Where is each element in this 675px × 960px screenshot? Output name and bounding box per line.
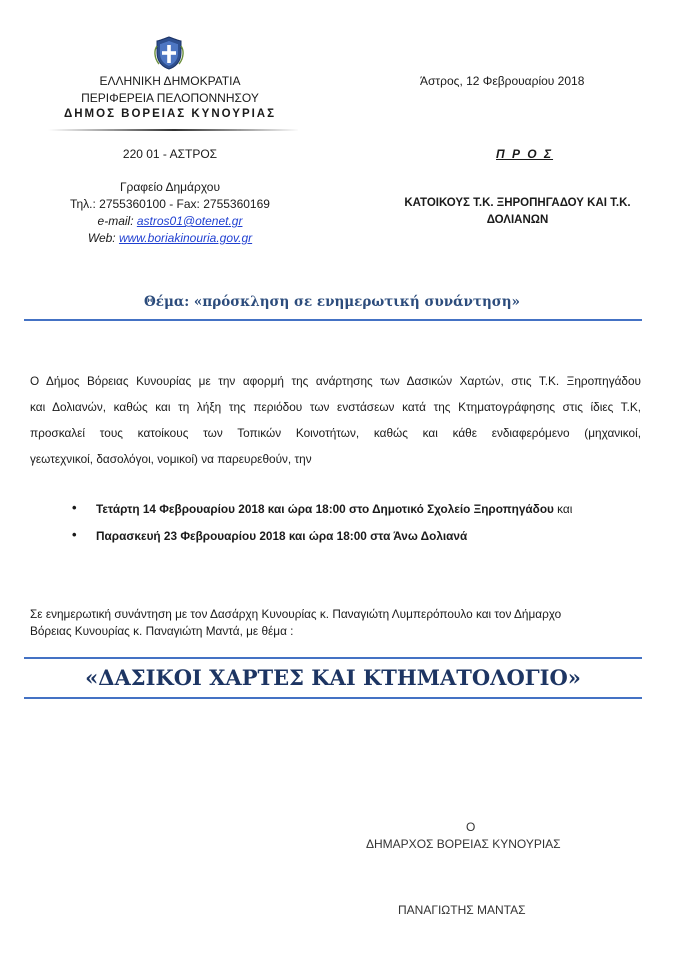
recipient-line-2: ΔΟΛΙΑΝΩΝ: [486, 214, 549, 226]
phone-fax: Τηλ.: 2755360100 - Fax: 2755360169: [70, 197, 270, 211]
title-rule-bottom: [24, 697, 642, 699]
bullet-marker-1: •: [72, 500, 77, 515]
signature-name: ΠΑΝΑΓΙΩΤΗΣ ΜΑΝΤΑΣ: [398, 903, 526, 917]
body-line-3: προσκαλεί τους κατοίκους των Τοπικών Κοινοτήτων, καθώς και κάθε ενδιαφερόμενο (μηχανικοί,: [30, 426, 641, 440]
web-line: [0, 231, 340, 245]
recipient-line-1: ΚΑΤΟΙΚΟΥΣ Τ.Κ. ΞΗΡΟΠΗΓΑΔΟΥ ΚΑΙ Τ.Κ.: [404, 197, 631, 209]
web-link[interactable]: www.boriakinouria.gov.gr: [118, 231, 253, 245]
email-label: e-mail:: [97, 214, 137, 228]
body-line-2: και Δολιανών, καθώς και τη λήξη της περιόδου των ενστάσεων κατά της Κτηματογράφησης στις ίδιες Τ.Κ,: [30, 400, 641, 414]
coat-of-arms-icon: [154, 36, 184, 70]
subject-heading: Θέμα: «πρόσκληση σε ενημερωτική συνάντηση»: [143, 294, 520, 310]
meeting-line-1: Σε ενημερωτική συνάντηση με τον Δασάρχη Κυνουρίας κ. Παναγιώτη Λυμπερόπουλο και τον Δήμαρχο: [30, 607, 562, 621]
bullet-item-1: [96, 502, 572, 516]
document-date: Άστρος, 12 Φεβρουαρίου 2018: [420, 74, 585, 88]
email-link[interactable]: astros01@otenet.gr: [136, 214, 243, 228]
bullet-2-bold: Παρασκευή 23 Φεβρουαρίου 2018 και ώρα 18:00 στα Άνω Δολιανά: [96, 529, 468, 543]
signature-role: ΔΗΜΑΡΧΟΣ ΒΟΡΕΙΑΣ ΚΥΝΟΥΡΙΑΣ: [366, 837, 561, 851]
office-name: Γραφείο Δημάρχου: [119, 180, 221, 194]
bullet-1-bold: Τετάρτη 14 Φεβρουαρίου 2018 και ώρα 18:00 στο Δημοτικό Σχολείο Ξηροπηγάδου: [96, 502, 554, 516]
email-line: [0, 214, 340, 228]
body-line-4: γεωτεχνικοί, δασολόγοι, νομικοί) να παρευρεθούν, την: [30, 452, 312, 466]
header-divider: [48, 129, 300, 131]
subject-underline: [24, 319, 642, 321]
body-line-1: Ο Δήμος Βόρειας Κυνουρίας με την αφορμή της ανάρτησης των Δασικών Χαρτών, στις Τ.Κ. Ξηροπηγάδου: [30, 374, 641, 388]
bullet-item-2: [96, 529, 467, 543]
meeting-line-2: Βόρειας Κυνουρίας κ. Παναγιώτη Μαντά, με θέμα :: [30, 624, 294, 638]
postcode: 220 01 - ΑΣΤΡΟΣ: [122, 147, 218, 161]
header-region: ΠΕΡΙΦΕΡΕΙΑ ΠΕΛΟΠΟΝΝΗΣΟΥ: [81, 91, 259, 105]
recipient-label: Π Ρ Ο Σ: [496, 147, 554, 161]
bullet-marker-2: •: [72, 527, 77, 542]
theme-title: «ΔΑΣΙΚΟΙ ΧΑΡΤΕΣ ΚΑΙ ΚΤΗΜΑΤΟΛΟΓΙΟ»: [85, 665, 581, 690]
header-municipality: ΔΗΜΟΣ ΒΟΡΕΙΑΣ ΚΥΝΟΥΡΙΑΣ: [63, 108, 277, 120]
title-rule-top: [24, 657, 642, 659]
bullet-1-rest: και: [553, 502, 573, 516]
signature-article: Ο: [466, 820, 476, 834]
header-country: ΕΛΛΗΝΙΚΗ ΔΗΜΟΚΡΑΤΙΑ: [99, 74, 241, 88]
web-label: Web:: [87, 231, 119, 245]
